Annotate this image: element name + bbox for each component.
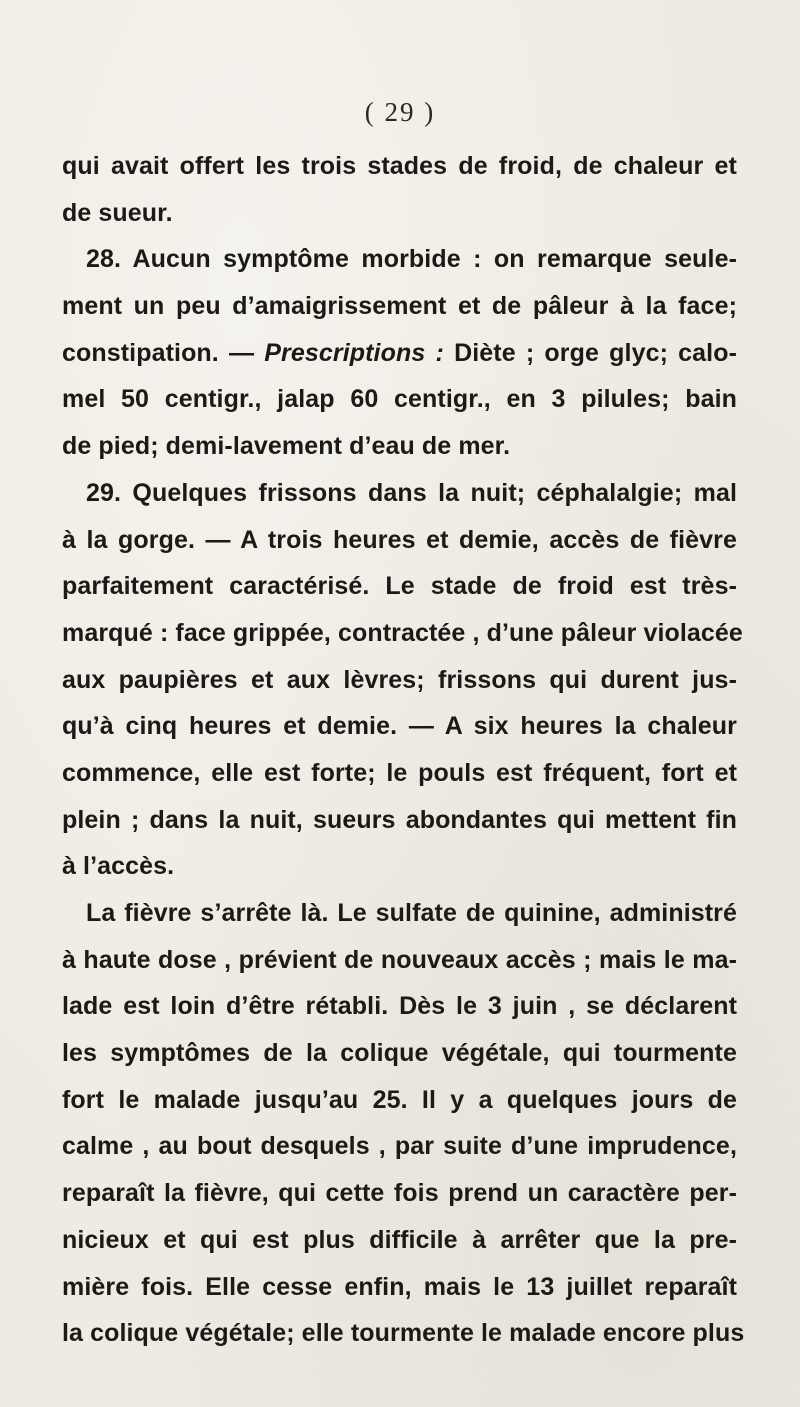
text-line: reparaît la fièvre, qui cette fois prend un caractère per- <box>62 1179 737 1208</box>
text-line: 29. Quelques frissons dans la nuit; céphalalgie; mal <box>86 478 737 507</box>
italic-heading: Prescriptions : <box>264 338 444 367</box>
text-line: calme , au bout desquels , par suite d’une imprudence, <box>62 1132 737 1161</box>
text-segment: Diète ; orge glyc; calo- <box>443 338 738 367</box>
text-line: qui avait offert les trois stades de froid, de chaleur et <box>62 152 737 180</box>
text-line: plein ; dans la nuit, sueurs abondantes qui mettent fin <box>62 805 737 834</box>
text-line: nicieux et qui est plus difficile à arrêter que la pre- <box>62 1225 737 1254</box>
text-line: à haute dose , prévient de nouveaux accès ; mais le ma- <box>62 945 737 974</box>
text-line: aux paupières et aux lèvres; frissons qui durent jus- <box>62 665 737 694</box>
text-line: à l’accès. <box>62 852 175 881</box>
text-line: mière fois. Elle cesse enfin, mais le 13 juillet reparaît <box>62 1272 737 1301</box>
text-line: la colique végétale; elle tourmente le malade encore plus <box>62 1319 745 1348</box>
text-line: 28. Aucun symptôme morbide : on remarque seule- <box>86 245 737 274</box>
text-line: La fièvre s’arrête là. Le sulfate de quinine, administré <box>86 899 737 927</box>
text-line: qu’à cinq heures et demie. — A six heures la chaleur <box>62 712 737 741</box>
text-line: à la gorge. — A trois heures et demie, accès de fièvre <box>62 525 737 554</box>
text-line: de sueur. <box>62 198 173 227</box>
text-line <box>62 330 737 377</box>
page-number: ( 29 ) <box>364 97 436 127</box>
text-segment: constipation. — <box>62 338 265 367</box>
text-line: de pied; demi-lavement d’eau de mer. <box>62 432 511 461</box>
text-line: fort le malade jusqu’au 25. Il y a quelques jours de <box>62 1085 737 1114</box>
text-line: lade est loin d’être rétabli. Dès le 3 juin , se déclarent <box>62 992 737 1021</box>
text-line: ment un peu d’amaigrissement et de pâleur à la face; <box>62 292 737 321</box>
body-text <box>62 143 745 1357</box>
text-line: parfaitement caractérisé. Le stade de froid est très- <box>62 572 737 601</box>
text-line: marqué : face grippée, contractée , d’une pâleur violacée <box>62 618 743 647</box>
text-line: les symptômes de la colique végétale, qui tourmente <box>62 1039 737 1068</box>
text-line: mel 50 centigr., jalap 60 centigr., en 3 pilules; bain <box>62 385 737 414</box>
text-line: commence, elle est forte; le pouls est fréquent, fort et <box>62 758 737 787</box>
